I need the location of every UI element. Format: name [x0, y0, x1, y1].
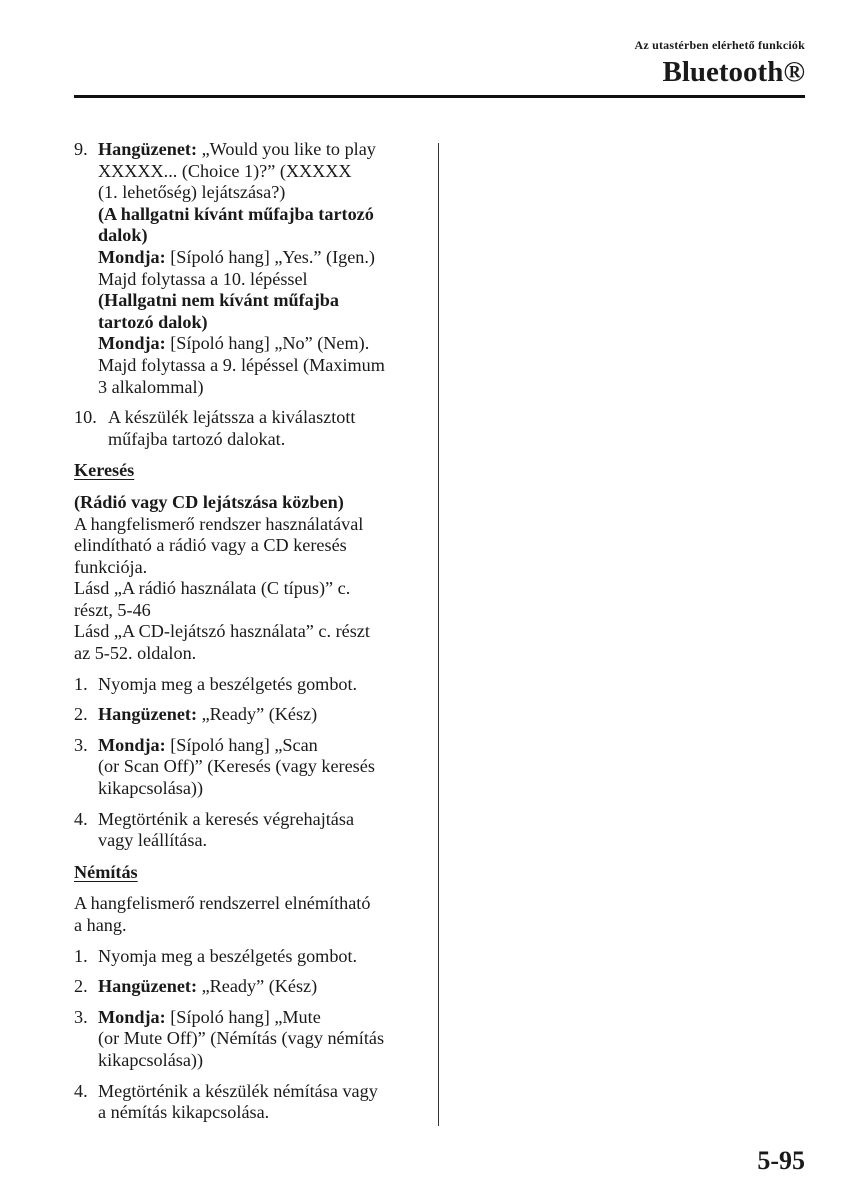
- step-line: A készülék lejátssza a kiválasztott: [108, 407, 356, 428]
- step-line: Majd folytassa a 10. lépéssel: [98, 268, 308, 289]
- mute-step-3: [74, 1007, 426, 1072]
- main-content: [74, 139, 426, 1124]
- step-10: [74, 407, 426, 450]
- step-text: [Sípoló hang] „Scan: [165, 734, 318, 755]
- paragraph-line: A hangfelismerő rendszerrel elnémítható: [74, 893, 371, 914]
- header-divider: [74, 95, 805, 98]
- step-line: 3 alkalommal): [98, 376, 204, 397]
- step-number: 3.: [74, 1006, 88, 1027]
- paragraph-line: részt, 5-46: [74, 599, 151, 620]
- say-label: Mondja:: [98, 734, 166, 755]
- step-line: kikapcsolása)): [98, 1049, 204, 1070]
- step-line: [98, 735, 426, 757]
- condition-text: (A hallgatni kívánt műfajba tartozó: [98, 203, 374, 224]
- column-divider: [438, 143, 439, 1126]
- section-header: Az utastérben elérhető funkciók: [634, 38, 805, 52]
- step-line: Nyomja meg a beszélgetés gombot.: [98, 945, 358, 966]
- condition-text: tartozó dalok): [98, 311, 208, 332]
- step-line: Nyomja meg a beszélgetés gombot.: [98, 673, 358, 694]
- voice-prompt-label: Hangüzenet:: [98, 976, 198, 997]
- step-line: Megtörténik a készülék némítása vagy: [98, 1080, 378, 1101]
- condition-label: [98, 225, 426, 247]
- search-step-4: [74, 809, 426, 852]
- step-number: 4.: [74, 1080, 88, 1101]
- step-line: műfajba tartozó dalokat.: [108, 428, 286, 449]
- search-step-1: [74, 674, 426, 696]
- voice-prompt-label: Hangüzenet:: [98, 704, 198, 725]
- condition-label: [98, 290, 426, 312]
- step-number: 2.: [74, 976, 88, 997]
- say-label: Mondja:: [98, 333, 166, 354]
- step-line: [98, 704, 426, 726]
- step-text: „Would you like to play: [197, 139, 376, 159]
- paragraph-line: Lásd „A rádió használata (C típus)” c.: [74, 578, 351, 599]
- step-number: 3.: [74, 734, 88, 755]
- step-line: kikapcsolása)): [98, 778, 204, 799]
- section-heading-mute: Némítás: [74, 861, 138, 882]
- condition-text: dalok): [98, 225, 148, 246]
- step-line: [98, 1007, 426, 1029]
- chapter-title: Bluetooth®: [662, 56, 805, 88]
- step-number: 1.: [74, 945, 88, 966]
- step-line: (1. lehetőség) lejátszása?): [98, 182, 286, 203]
- search-step-2: [74, 704, 426, 726]
- step-number: 10.: [74, 407, 97, 428]
- step-line: [98, 333, 426, 355]
- paragraph-line: az 5-52. oldalon.: [74, 643, 197, 664]
- step-line: (or Scan Off)” (Keresés (vagy keresés: [98, 756, 375, 777]
- step-number: 2.: [74, 704, 88, 725]
- step-text: [Sípoló hang] „Yes.” (Igen.): [165, 246, 375, 267]
- mute-step-4: [74, 1081, 426, 1124]
- section-heading-search: Keresés: [74, 460, 135, 481]
- paragraph-line: Lásd „A CD-lejátszó használata” c. részt: [74, 621, 370, 642]
- step-9: [74, 139, 426, 398]
- step-text: [Sípoló hang] „Mute: [165, 1006, 321, 1027]
- step-text: „Ready” (Kész): [197, 976, 318, 997]
- paragraph-line: A hangfelismerő rendszer használatával: [74, 513, 364, 534]
- say-label: Mondja:: [98, 246, 166, 267]
- condition-label: [98, 312, 426, 334]
- paragraph-line: a hang.: [74, 915, 127, 935]
- step-number: 4.: [74, 808, 88, 829]
- condition-label: [98, 204, 426, 226]
- paragraph-line: elindítható a rádió vagy a CD keresés: [74, 535, 347, 556]
- step-line: [98, 976, 426, 998]
- subheading-text: (Rádió vagy CD lejátszása közben): [74, 491, 344, 512]
- search-step-3: [74, 735, 426, 800]
- step-line: Majd folytassa a 9. lépéssel (Maximum: [98, 354, 385, 375]
- step-text: [Sípoló hang] „No” (Nem).: [165, 333, 370, 354]
- page-number: 5-95: [757, 1146, 805, 1175]
- condition-text: (Hallgatni nem kívánt műfajba: [98, 290, 340, 311]
- mute-step-1: [74, 946, 426, 968]
- voice-prompt-label: Hangüzenet:: [98, 139, 198, 159]
- mute-step-2: [74, 976, 426, 998]
- say-label: Mondja:: [98, 1006, 166, 1027]
- step-line: vagy leállítása.: [98, 830, 208, 851]
- step-text: „Ready” (Kész): [197, 704, 318, 725]
- step-number: 9.: [74, 139, 88, 159]
- step-line: Megtörténik a keresés végrehajtása: [98, 808, 355, 829]
- step-line: [98, 247, 426, 269]
- step-line: XXXXX... (Choice 1)?” (XXXXX: [98, 160, 352, 181]
- paragraph-line: funkciója.: [74, 556, 148, 577]
- step-line: [98, 139, 426, 161]
- step-number: 1.: [74, 673, 88, 694]
- step-line: (or Mute Off)” (Némítás (vagy némítás: [98, 1028, 385, 1049]
- section-subheading: [74, 492, 426, 514]
- step-line: a némítás kikapcsolása.: [98, 1102, 270, 1123]
